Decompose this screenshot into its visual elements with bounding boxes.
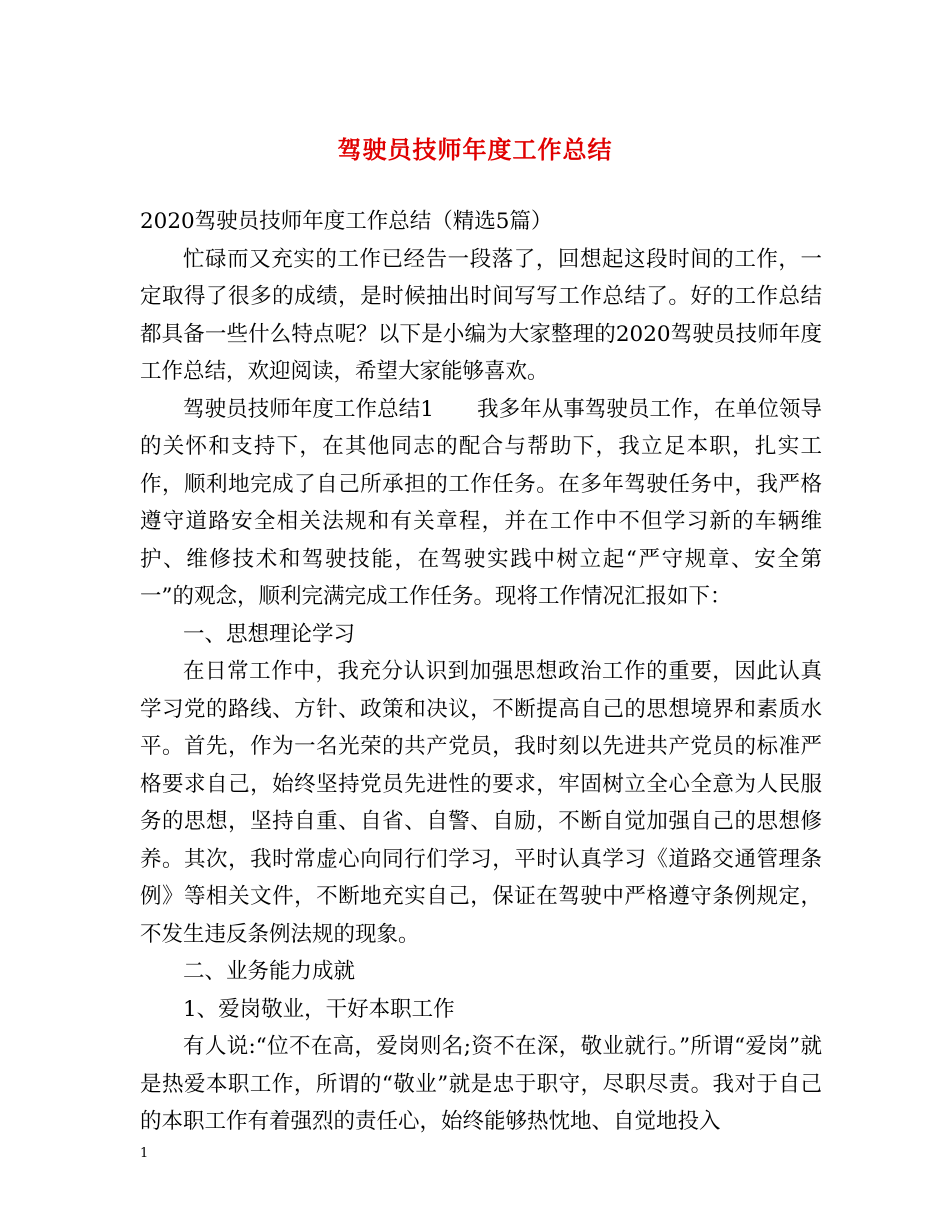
ideology-paragraph: 在日常工作中，我充分认识到加强思想政治工作的重要，因此认真学习党的路线、方针、政策和决议，不断提高自己的思想境界和素质水平。首先，作为一名光荣的共产党员，我时刻以先进共产党员的标准严格要求自己，始终坚持党员先进性的要求，牢固树立全心全意为人民服务的思想，坚持自重、自省、自警、自励，不断自觉加强自己的思想修养。其次，我时常虚心向同行们学习，平时认真学习《道路交通管理条例》等相关文件，不断地充实自己，保证在驾驶中严格遵守条例规定，不发生违反条例法规的现象。 [140, 659, 822, 947]
document-body [140, 203, 822, 1141]
subtitle-paragraph: 2020驾驶员技师年度工作总结（精选5篇） [140, 209, 553, 234]
page-number: 1 [140, 1146, 149, 1161]
dedication-paragraph: 有人说:“位不在高，爱岗则名;资不在深，敬业就行。”所谓“爱岗”就是热爱本职工作，所谓的“敬业”就是忠于职守，尽职尽责。我对于自己的本职工作有着强烈的责任心，始终能够热忱地、自觉地投入 [140, 1034, 822, 1134]
section-heading-ideology: 一、思想理论学习 [183, 621, 356, 647]
subsection-heading-dedication: 1、爱岗敬业，干好本职工作 [183, 996, 455, 1022]
intro-paragraph: 忙碌而又充实的工作已经告一段落了，回想起这段时间的工作，一定取得了很多的成绩，是时候抽出时间写写工作总结了。好的工作总结都具备一些什么特点呢？以下是小编为大家整理的2020驾驶员技师年度工作总结，欢迎阅读，希望大家能够喜欢。 [140, 246, 822, 384]
summary-1-paragraph: 驾驶员技师年度工作总结1 我多年从事驾驶员工作，在单位领导的关怀和支持下，在其他同志的配合与帮助下，我立足本职，扎实工作，顺利地完成了自己所承担的工作任务。在多年驾驶任务中，我严格遵守道路安全相关法规和有关章程，并在工作中不但学习新的车辆维护、维修技术和驾驶技能，在驾驶实践中树立起“严守规章、安全第一”的观念，顺利完满完成工作任务。现将工作情况汇报如下： [140, 396, 822, 609]
section-heading-business: 二、业务能力成就 [183, 959, 356, 984]
document-title: 驾驶员技师年度工作总结 [337, 135, 613, 164]
